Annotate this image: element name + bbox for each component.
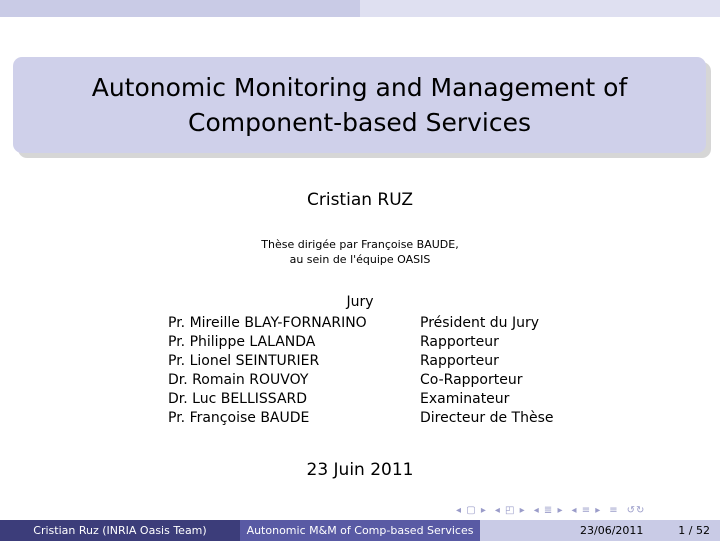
nav-doc-icon[interactable]: ◂ ≡ ▸ — [571, 505, 602, 516]
jury-member-role: Examinateur — [420, 391, 510, 407]
jury-member-name: Dr. Luc BELLISSARD — [168, 391, 308, 407]
nav-frame-icon[interactable]: ◂ ▢ ▸ — [456, 505, 487, 516]
header-bar-right — [360, 0, 720, 17]
author-name: Cristian RUZ — [306, 190, 414, 210]
jury-table — [168, 314, 554, 428]
beamer-navigation — [456, 505, 645, 516]
presentation-date: 23 Juin 2011 — [306, 460, 414, 480]
footer-bar — [0, 520, 720, 541]
jury-member-name: Pr. Françoise BAUDE — [168, 410, 310, 426]
footer-page-number: 1 / 52 — [678, 524, 710, 537]
nav-section-icon[interactable]: ◂ ≣ ▸ — [533, 505, 564, 516]
title-line-2: Component-based Services — [188, 108, 531, 137]
jury-member-role: Président du Jury — [420, 315, 540, 331]
footer-title: Autonomic M&M of Comp-based Services — [240, 520, 480, 541]
jury-row — [168, 314, 554, 333]
jury-row — [168, 409, 554, 428]
title-line-1: Autonomic Monitoring and Management of — [91, 73, 628, 102]
jury-row — [168, 333, 554, 352]
nav-search-icon[interactable]: ↺↻ — [626, 505, 646, 516]
header-bar — [0, 0, 720, 17]
jury-heading: Jury — [346, 294, 374, 310]
header-bar-left — [0, 0, 360, 17]
footer-date: 23/06/2011 — [580, 524, 644, 537]
title-box — [13, 57, 706, 153]
jury-member-name: Pr. Mireille BLAY-FORNARINO — [168, 315, 367, 331]
jury-member-role: Directeur de Thèse — [420, 410, 554, 426]
supervision-line-2: au sein de l'équipe OASIS — [289, 253, 431, 266]
footer-meta — [480, 520, 720, 541]
footer-author: Cristian Ruz (INRIA Oasis Team) — [0, 520, 240, 541]
jury-member-name: Pr. Philippe LALANDA — [168, 334, 316, 350]
supervision-line-1: Thèse dirigée par Françoise BAUDE, — [261, 238, 459, 251]
nav-align-icon[interactable]: ≡ — [609, 505, 619, 516]
jury-member-role: Rapporteur — [420, 334, 499, 350]
jury-row — [168, 390, 554, 409]
jury-member-name: Pr. Lionel SEINTURIER — [168, 353, 320, 369]
nav-subsection-icon[interactable]: ◂ ◰ ▸ — [494, 505, 526, 516]
jury-member-role: Co-Rapporteur — [420, 372, 523, 388]
jury-member-name: Dr. Romain ROUVOY — [168, 372, 309, 388]
jury-row — [168, 371, 554, 390]
jury-member-role: Rapporteur — [420, 353, 499, 369]
jury-row — [168, 352, 554, 371]
